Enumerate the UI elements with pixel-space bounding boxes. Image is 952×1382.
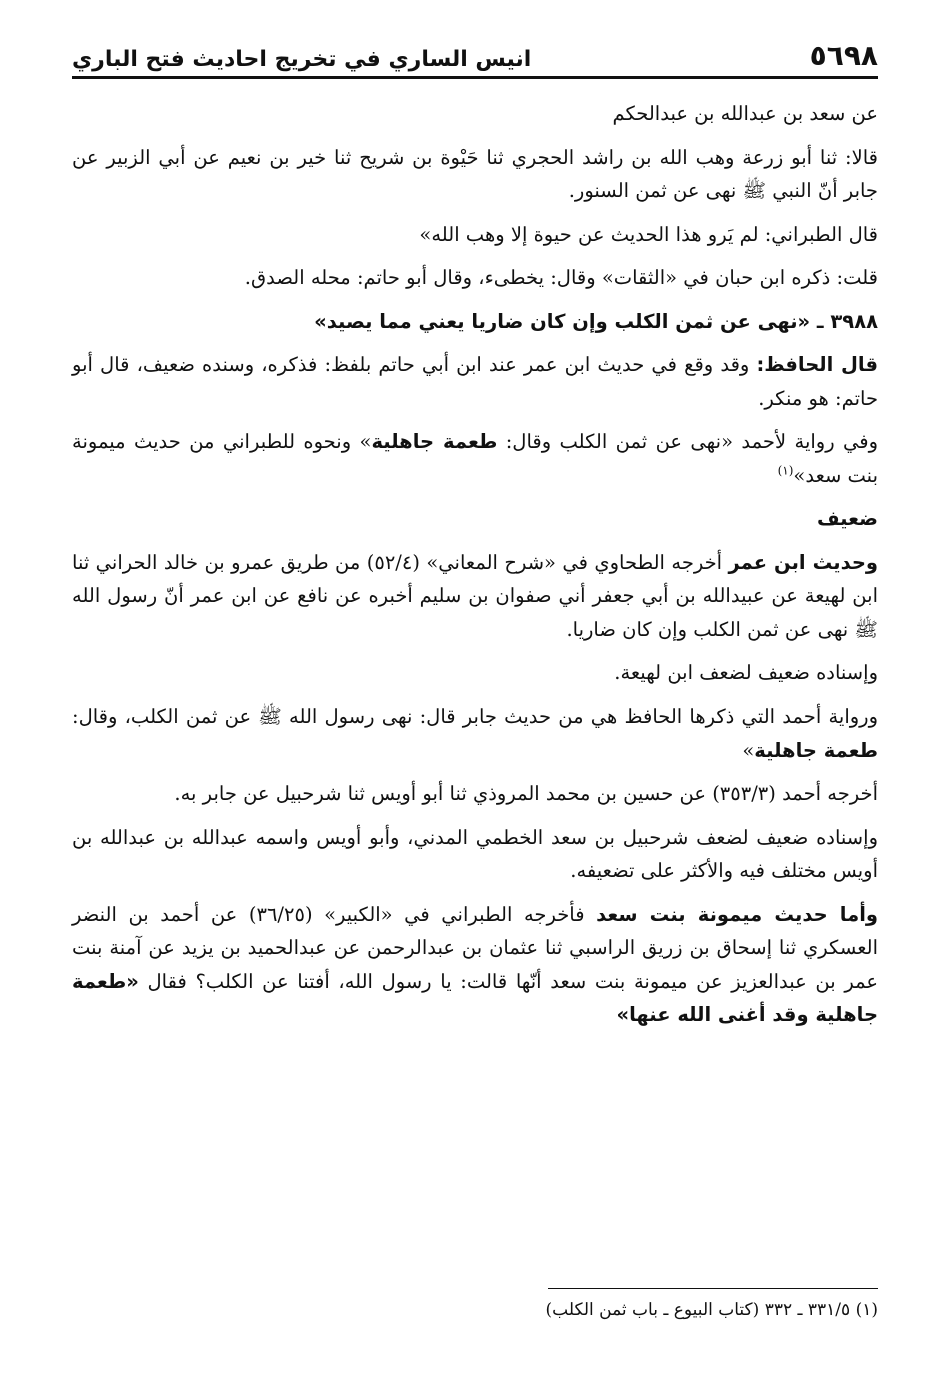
ibn-umar-text: أخرجه الطحاوي في «شرح المعاني» (٥٢/٤) من طريق عمرو بن خالد الحراني ثنا ابن لهيعة عن عبيدالله بن أبي جعفر أني صفوان بن سليم أخبره عن نافع عن ابن عمر أنّ رسول الله ﷺ نهى عن ثمن الكلب وإن كان ضاريا. [72, 550, 878, 641]
paragraph-isnad-1: وإسناده ضعيف لضعف ابن لهيعة. [614, 661, 878, 685]
maymuna-bold: «طعمة جاهلية وقد أغنى الله عنها» [72, 969, 878, 1027]
paragraph-isnad-2: وإسناده ضعيف لضعف شرحبيل بن سعد الخطمي المدني، وأبو أويس واسمه عبدالله بن عبدالله بن أويس مختلف فيه والأكثر على تضعيفه. [72, 825, 878, 883]
paragraph-1: عن سعد بن عبدالله بن عبدالحكم [612, 102, 878, 125]
paragraph-maymuna [72, 898, 878, 1032]
paragraph-ahmad-narration [72, 425, 878, 492]
paragraph-3: قال الطبراني: لم يَرو هذا الحديث عن حيوة إلا وهب الله» [419, 222, 878, 246]
paragraph-hafiz [72, 348, 878, 415]
ahmad-bold: طعمة جاهلية [371, 430, 498, 454]
maymuna-text: فأخرجه الطبراني في «الكبير» (٣٦/٢٥) عن أحمد بن النضر العسكري ثنا إسحاق بن زريق الراسبي ثنا عثمان بن عبدالرحمن عن عبدالحميد بن يزيد عن آمنة بنت عمر بن عبدالعزيز عن ميمونة بنت سعد أنّها قالت: يا رسول الله، أفتنا عن الكلب؟ فقال [72, 902, 878, 993]
paragraph-4: قلت: ذكره ابن حبان في «الثقات» وقال: يخطىء، وقال أبو حاتم: محله الصدق. [244, 266, 878, 290]
ibn-umar-lead: وحديث ابن عمر [728, 550, 879, 574]
hafiz-text: وقد وقع في حديث ابن عمر عند ابن أبي حاتم بلفظ: فذكره، وسنده ضعيف، قال أبو حاتم: هو منكر. [72, 353, 878, 410]
jabir-text-b: » [742, 738, 755, 762]
footnote-marker: (١) [777, 463, 794, 478]
running-header [72, 28, 878, 79]
grading-heading: ضعيف [816, 507, 878, 531]
paragraph-jabir [72, 700, 878, 767]
paragraph-2: قالا: ثنا أبو زرعة وهب الله بن راشد الحجري ثنا حَيْوة بن شريح ثنا خير بن نعيم عن أبي الزبير عن جابر أنّ النبي ﷺ نهى عن ثمن السنور. [72, 145, 878, 203]
paragraph-ibn-umar [72, 546, 878, 647]
jabir-text-a: ورواية أحمد التي ذكرها الحافظ هي من حديث جابر قال: نهى رسول الله ﷺ عن ثمن الكلب، وقال: [72, 704, 878, 728]
paragraph-takhrij: أخرجه أحمد (٣٥٣/٣) عن حسين بن محمد المروذي ثنا أبو أويس ثنا شرحبيل عن جابر به. [174, 782, 878, 806]
maymuna-lead: وأما حديث ميمونة بنت سعد [596, 902, 879, 926]
hadith-heading: ٣٩٨٨ ـ «نهى عن ثمن الكلب وإن كان ضاريا يعني مما يصيد» [314, 309, 878, 333]
document-page [72, 28, 878, 1362]
book-title: انيس الساري في تخريج احاديث فتح الباري [72, 47, 532, 72]
footnote: (١) ٣٣١/٥ ـ ٣٣٢ (كتاب البيوع ـ باب ثمن الكلب) [545, 1300, 878, 1320]
body-text [72, 97, 878, 1032]
ahmad-text-a: وفي رواية لأحمد «نهى عن ثمن الكلب وقال: [497, 430, 878, 454]
hafiz-lead: قال الحافظ: [756, 353, 878, 377]
page-number: ٥٦٩٨ [809, 39, 878, 72]
ahmad-text-b: » ونحوه للطبراني من حديث ميمونة بنت سعد» [72, 430, 878, 487]
jabir-bold: طعمة جاهلية [754, 738, 878, 762]
footnote-divider [548, 1288, 878, 1289]
